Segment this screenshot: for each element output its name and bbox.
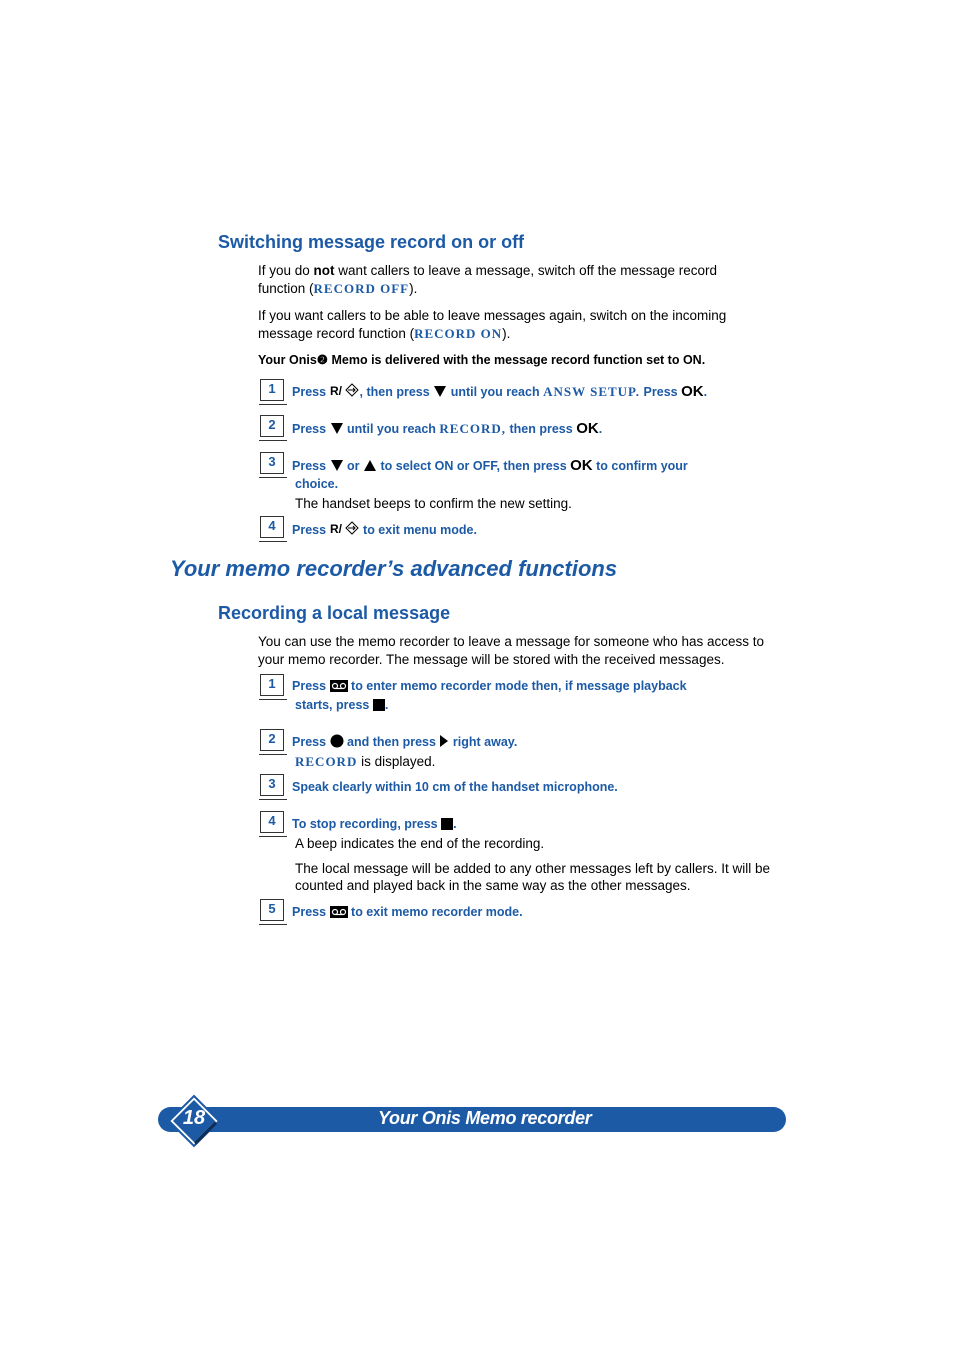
text: to exit menu mode.: [363, 523, 477, 537]
step-2-text: [292, 419, 762, 441]
text: .: [384, 698, 389, 712]
text: Press: [292, 422, 327, 436]
text: or: [347, 459, 360, 473]
local-step-1-text: [292, 677, 762, 698]
step-number: 3: [260, 774, 284, 796]
step-number: 5: [260, 899, 284, 921]
stop-square-icon: [373, 698, 385, 717]
text: to select ON or OFF, then press: [380, 459, 567, 473]
text: Press: [643, 385, 678, 399]
step-number: 2: [260, 415, 284, 437]
text: is displayed.: [357, 754, 436, 769]
local-step-4-text: [292, 815, 762, 836]
text: Press: [292, 523, 327, 537]
text: ).: [502, 326, 511, 341]
section-heading-record-switch: Switching message record on or off: [218, 232, 525, 252]
svg-text:R/: R/: [329, 384, 342, 398]
local-step-2-result: [295, 752, 765, 772]
step-number: 3: [260, 452, 284, 474]
text: to enter memo recorder mode then, if message playback: [351, 679, 687, 693]
display-code: ANSW SETUP.: [543, 384, 641, 399]
section-heading-local-message: Recording a local message: [218, 603, 451, 623]
text: .: [453, 817, 457, 831]
down-arrow-icon: [433, 385, 447, 404]
text: then press: [509, 422, 573, 436]
text: .: [703, 385, 708, 399]
text: , then press: [359, 385, 430, 399]
local-step-2-text: [292, 733, 762, 754]
step-number: 2: [260, 729, 284, 751]
display-code: RECORD OFF: [313, 281, 410, 296]
paragraph-record-on: [258, 307, 763, 343]
local-step-5-text: [292, 903, 762, 924]
step-3-text-cont: choice.: [295, 477, 339, 491]
display-code: RECORD: [295, 754, 358, 769]
text: Press: [292, 905, 327, 919]
tape-memo-icon: [330, 905, 348, 924]
r-menu-key-icon: [330, 382, 360, 404]
local-step-3-text: Speak clearly within 10 cm of the handset microphone.: [292, 780, 618, 794]
local-step-1-text-cont: [295, 696, 765, 717]
step-4-text: [292, 520, 762, 542]
page-number: 18: [182, 1107, 206, 1129]
bold-text: not: [313, 263, 335, 278]
step-3-result: The handset beeps to confirm the new setting.: [295, 496, 572, 511]
display-code: RECORD ON: [414, 326, 503, 341]
svg-text:R/: R/: [329, 522, 342, 536]
right-arrow-icon: [439, 734, 449, 754]
text: Press: [292, 679, 327, 693]
text: Press: [292, 385, 327, 399]
step-number: 4: [260, 516, 284, 538]
text: right away.: [452, 735, 518, 749]
record-circle-icon: [330, 734, 344, 754]
text: .: [598, 422, 603, 436]
paragraph-local-message: You can use the memo recorder to leave a message for someone who has access to your memo recorder. The message will be stored with the received messages.: [258, 634, 765, 667]
ok-key-label: OK: [681, 383, 704, 400]
text: ).: [409, 281, 418, 296]
text: Press: [292, 735, 327, 749]
text: until you reach: [347, 422, 436, 436]
text: starts, press: [295, 698, 370, 712]
footer-title: Your Onis Memo recorder: [378, 1108, 592, 1128]
text: until you reach: [450, 385, 540, 399]
local-step-4-result: A beep indicates the end of the recording.: [295, 836, 545, 851]
r-menu-key-icon: [330, 520, 360, 542]
text: want callers to leave a message, switch off the message record function (: [258, 263, 717, 296]
text: and then press: [347, 735, 436, 749]
text: Press: [292, 459, 327, 473]
text: to confirm your: [596, 459, 688, 473]
delivery-note: Your Onis❷ Memo is delivered with the message record function set to ON.: [258, 353, 706, 367]
ok-key-label: OK: [576, 420, 599, 437]
paragraph-record-off: [258, 262, 758, 298]
local-step-4-note: The local message will be added to any other messages left by callers. It will be counted and played back in the same way as the other messages.: [295, 861, 770, 893]
display-code: RECORD,: [439, 421, 507, 436]
text: To stop recording, press: [292, 817, 438, 831]
text: If you do: [258, 263, 314, 278]
step-1-text: [292, 382, 762, 404]
ok-key-label: OK: [570, 457, 593, 474]
step-number: 1: [260, 674, 284, 696]
text: to exit memo recorder mode.: [351, 905, 523, 919]
down-arrow-icon: [330, 422, 344, 441]
main-heading: Your memo recorder’s advanced functions: [170, 556, 618, 581]
step-number: 1: [260, 379, 284, 401]
step-number: 4: [260, 811, 284, 833]
text: If you want callers to be able to leave messages again, switch on the incoming message record function (: [258, 308, 727, 341]
